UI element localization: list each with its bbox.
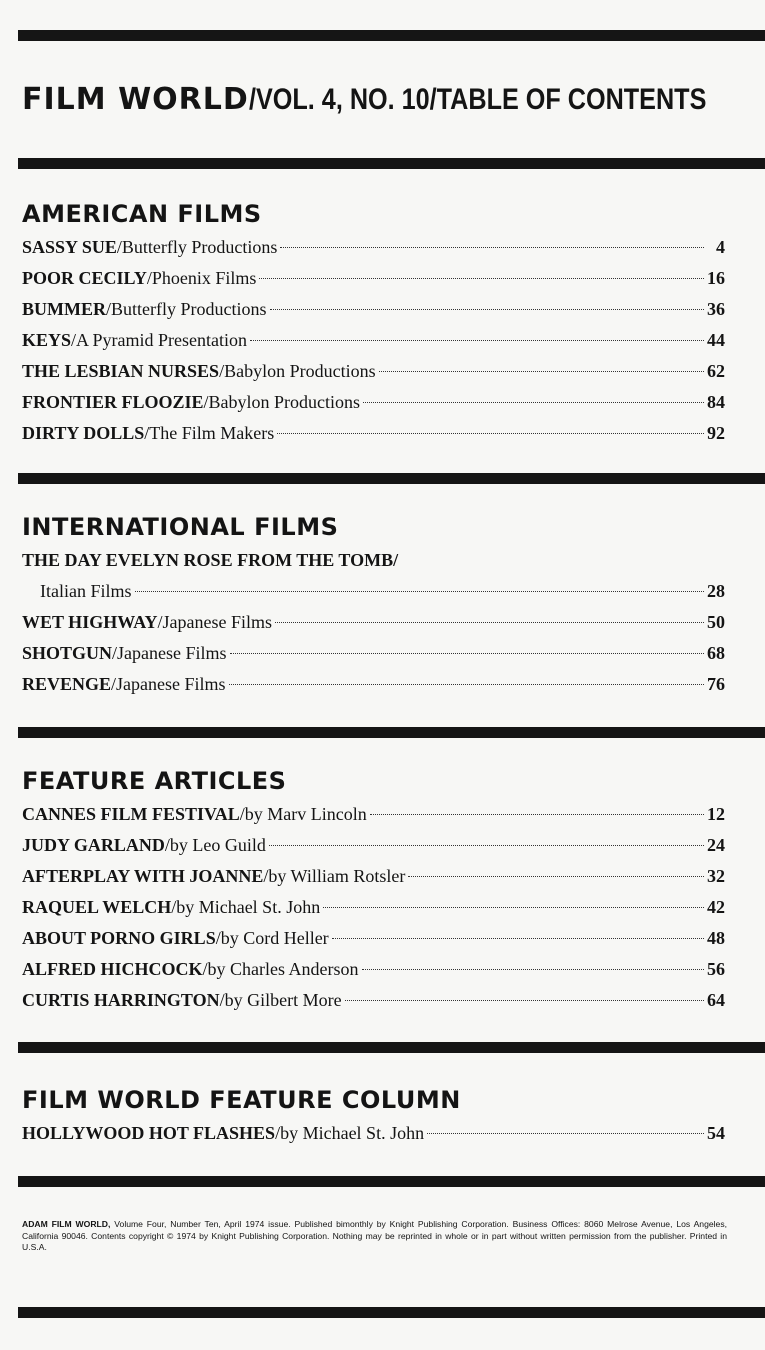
entry-page: 44 bbox=[707, 330, 725, 350]
entry-source: /A Pyramid Presentation bbox=[71, 330, 248, 350]
entry-title: ABOUT PORNO GIRLS bbox=[22, 928, 216, 948]
toc-entry[interactable] bbox=[22, 607, 725, 638]
entry-source: /Japanese Films bbox=[112, 643, 227, 663]
entry-title: SHOTGUN bbox=[22, 643, 113, 663]
entry-page: 16 bbox=[707, 268, 725, 288]
entry-page: 92 bbox=[707, 423, 725, 443]
section-heading: FILM WORLD FEATURE COLUMN bbox=[22, 1086, 461, 1114]
toc-entry[interactable] bbox=[22, 263, 725, 294]
entry-page: 50 bbox=[707, 612, 725, 632]
entry-source: /Japanese Films bbox=[111, 674, 226, 694]
toc-entry[interactable] bbox=[22, 861, 725, 892]
entry-title: JUDY GARLAND bbox=[22, 835, 165, 855]
toc-entry[interactable] bbox=[22, 638, 725, 669]
rule-bottom bbox=[18, 1307, 765, 1318]
dot-leader bbox=[332, 938, 704, 939]
toc-entry[interactable] bbox=[22, 954, 725, 985]
entry-title: BUMMER bbox=[22, 299, 106, 319]
toc-entry[interactable] bbox=[22, 356, 725, 387]
rule-4 bbox=[18, 1042, 765, 1053]
entry-title: HOLLYWOOD HOT FLASHES bbox=[22, 1123, 276, 1143]
toc-entry[interactable] bbox=[22, 545, 725, 576]
dot-leader bbox=[270, 309, 705, 310]
entry-source: /The Film Makers bbox=[144, 423, 275, 443]
toc-entry[interactable] bbox=[22, 232, 725, 263]
section-feature-column bbox=[22, 1084, 725, 1149]
toc-entry[interactable] bbox=[22, 923, 725, 954]
entry-source: /by Charles Anderson bbox=[202, 959, 359, 979]
rule-2 bbox=[18, 473, 765, 484]
entry-source: /by Gilbert More bbox=[219, 990, 342, 1010]
toc-entry[interactable] bbox=[22, 294, 725, 325]
entry-page: 56 bbox=[707, 959, 725, 979]
entry-title: CANNES FILM FESTIVAL bbox=[22, 804, 240, 824]
entry-source: /Babylon Productions bbox=[219, 361, 376, 381]
section-american-films bbox=[22, 198, 725, 449]
dot-leader bbox=[408, 876, 704, 877]
entry-title: CURTIS HARRINGTON bbox=[22, 990, 220, 1010]
entry-page: 68 bbox=[707, 643, 725, 663]
entry-page: 84 bbox=[707, 392, 725, 412]
toc-entry[interactable] bbox=[22, 892, 725, 923]
entry-page: 24 bbox=[707, 835, 725, 855]
dot-leader bbox=[362, 969, 705, 970]
section-heading: AMERICAN FILMS bbox=[22, 200, 262, 228]
magazine-name: FILM WORLD bbox=[22, 82, 249, 117]
entry-title: THE LESBIAN NURSES bbox=[22, 361, 220, 381]
toc-entry[interactable] bbox=[22, 387, 725, 418]
dot-leader bbox=[323, 907, 704, 908]
entry-title: DIRTY DOLLS bbox=[22, 423, 145, 443]
toc-entry[interactable] bbox=[22, 325, 725, 356]
section-heading: FEATURE ARTICLES bbox=[22, 767, 287, 795]
dot-leader bbox=[275, 622, 704, 623]
credit-lead: ADAM FILM WORLD, bbox=[22, 1219, 111, 1229]
dot-leader bbox=[280, 247, 704, 248]
toc-entry[interactable] bbox=[22, 669, 725, 700]
entry-title: FRONTIER FLOOZIE bbox=[22, 392, 204, 412]
toc-entry[interactable] bbox=[22, 418, 725, 449]
entry-source: /by Marv Lincoln bbox=[239, 804, 367, 824]
toc-entry[interactable] bbox=[22, 799, 725, 830]
entry-title: THE DAY EVELYN ROSE FROM THE TOMB/ bbox=[22, 550, 399, 570]
dot-leader bbox=[277, 433, 704, 434]
entry-page: 76 bbox=[707, 674, 725, 694]
section-feature-articles bbox=[22, 765, 725, 1016]
entry-title: AFTERPLAY WITH JOANNE bbox=[22, 866, 264, 886]
entry-source: /Butterfly Productions bbox=[106, 299, 267, 319]
entry-title: REVENGE bbox=[22, 674, 112, 694]
entry-page: 54 bbox=[707, 1123, 725, 1143]
entry-page: 12 bbox=[707, 804, 725, 824]
section-international-films bbox=[22, 511, 725, 700]
entry-title: RAQUEL WELCH bbox=[22, 897, 172, 917]
dot-leader bbox=[363, 402, 704, 403]
dot-leader bbox=[345, 1000, 704, 1001]
entry-source: /by Leo Guild bbox=[164, 835, 266, 855]
page-title bbox=[22, 80, 757, 125]
dot-leader bbox=[427, 1133, 704, 1134]
rule-1 bbox=[18, 158, 765, 169]
entry-source: /by Cord Heller bbox=[215, 928, 329, 948]
toc-entry[interactable] bbox=[22, 985, 725, 1016]
toc-entry-continuation[interactable] bbox=[22, 576, 725, 607]
section-heading: INTERNATIONAL FILMS bbox=[22, 513, 339, 541]
dot-leader bbox=[259, 278, 704, 279]
entry-source: /Babylon Productions bbox=[203, 392, 361, 412]
entry-page: 42 bbox=[707, 897, 725, 917]
dot-leader bbox=[230, 653, 704, 654]
rule-3 bbox=[18, 727, 765, 738]
issue-heading: /VOL. 4, NO. 10/TABLE OF CONTENTS bbox=[248, 83, 707, 116]
entry-title: SASSY SUE bbox=[22, 237, 117, 257]
entry-page: 62 bbox=[707, 361, 725, 381]
entry-page: 32 bbox=[707, 866, 725, 886]
toc-entry[interactable] bbox=[22, 1118, 725, 1149]
dot-leader bbox=[229, 684, 704, 685]
entry-page: 4 bbox=[716, 237, 725, 257]
entry-source: Italian Films bbox=[40, 581, 132, 601]
entry-source: /Phoenix Films bbox=[146, 268, 257, 288]
dot-leader bbox=[379, 371, 704, 372]
entry-page: 64 bbox=[707, 990, 725, 1010]
entry-page: 36 bbox=[707, 299, 725, 319]
entry-source: /by William Rotsler bbox=[263, 866, 406, 886]
dot-leader bbox=[135, 591, 705, 592]
rule-top bbox=[18, 30, 765, 41]
entry-title: WET HIGHWAY bbox=[22, 612, 158, 632]
dot-leader bbox=[250, 340, 704, 341]
entry-title: ALFRED HICHCOCK bbox=[22, 959, 203, 979]
entry-source: /Japanese Films bbox=[157, 612, 273, 632]
toc-entry[interactable] bbox=[22, 830, 725, 861]
entry-source: /by Michael St. John bbox=[171, 897, 321, 917]
entry-page: 48 bbox=[707, 928, 725, 948]
entry-title: POOR CECILY bbox=[22, 268, 147, 288]
rule-5 bbox=[18, 1176, 765, 1187]
publication-credits bbox=[22, 1219, 727, 1254]
entry-page: 28 bbox=[707, 581, 725, 601]
credit-text: Volume Four, Number Ten, April 1974 issue. Published bimonthly by Knight Publishing Corporation. Business Offices: 8060 Melrose Avenue, Los Angeles, California 90046. Contents copyright © 1974 by Knight Publishing Corporation. Nothing may be reprinted in whole or in part without written permission from the publisher. Printed in U.S.A. bbox=[22, 1219, 728, 1252]
dot-leader bbox=[370, 814, 704, 815]
entry-title: KEYS bbox=[22, 330, 72, 350]
entry-source: /by Michael St. John bbox=[275, 1123, 425, 1143]
entry-source: /Butterfly Productions bbox=[116, 237, 278, 257]
dot-leader bbox=[269, 845, 704, 846]
